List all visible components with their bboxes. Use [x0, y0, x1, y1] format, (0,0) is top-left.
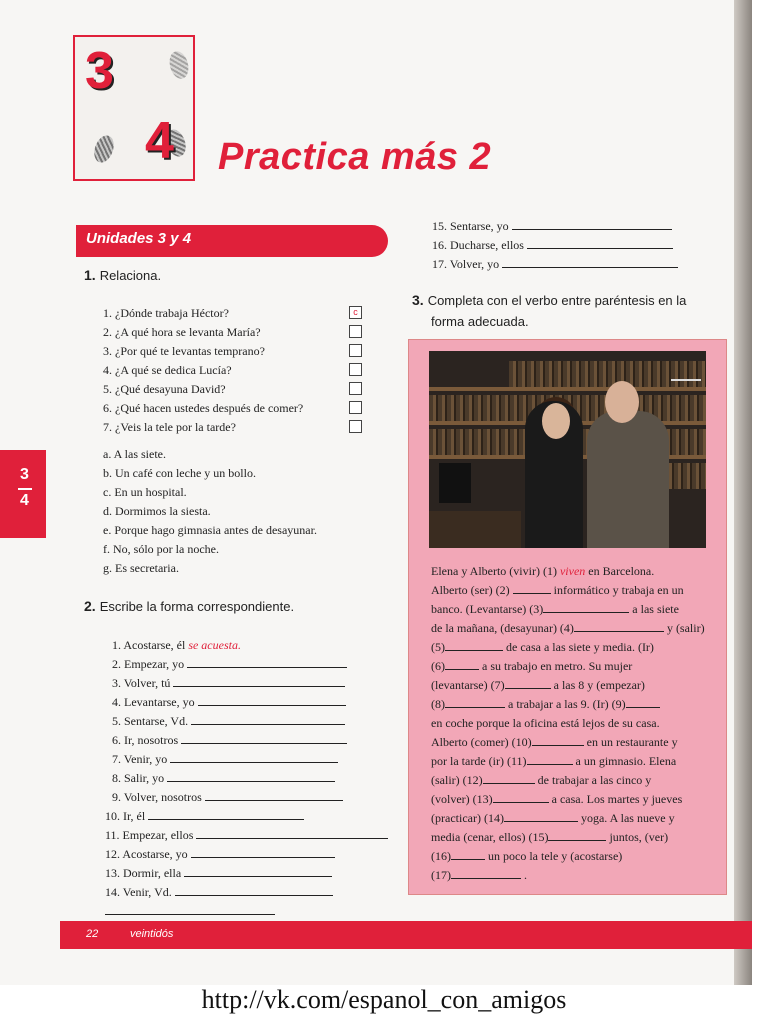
answer-blank[interactable] — [505, 678, 551, 689]
paragraph-line — [431, 619, 705, 638]
answer-blank[interactable] — [543, 602, 629, 613]
text: en un restaurante y — [586, 735, 678, 749]
answer-blank[interactable] — [445, 659, 479, 670]
page-number: 22 — [86, 928, 99, 940]
text: a las 8 y (empezar) — [553, 678, 645, 692]
verb-item — [112, 789, 356, 805]
answer-blank[interactable] — [483, 773, 535, 784]
exercise-2-instruction: Escribe la forma correspondiente. — [99, 599, 295, 614]
answer-blank[interactable] — [191, 847, 335, 858]
desk — [429, 511, 521, 548]
answer-option: b. Un café con leche y un bollo. — [103, 466, 256, 480]
text: de trabajar a las cinco y — [537, 773, 652, 787]
paragraph-line: en coche porque la oficina está lejos de su casa. — [431, 716, 660, 730]
answer-option: g. Es secretaria. — [103, 561, 179, 575]
verb-item-label: 7. Venir, yo — [112, 752, 168, 766]
man-face — [605, 381, 639, 423]
text: Elena y Alberto (vivir) (1) — [431, 564, 557, 578]
photo-couple-library — [429, 351, 706, 548]
question-item: 7. ¿Veis la tele por la tarde? — [103, 420, 236, 434]
exercise-1-number: 1. — [84, 267, 96, 283]
answer-blank[interactable] — [191, 714, 345, 725]
exercise-2-number: 2. — [84, 598, 96, 614]
answer-blank[interactable] — [493, 792, 549, 803]
text: a un gimnasio. Elena — [575, 754, 677, 768]
paragraph-line — [431, 809, 675, 828]
text: informático y trabaja en un — [553, 583, 684, 597]
text: (17) — [431, 868, 451, 882]
answer-blank[interactable] — [548, 830, 606, 841]
answer-box[interactable] — [349, 420, 362, 433]
page-number-word: veintidós — [130, 928, 174, 940]
answer-blank[interactable] — [504, 811, 578, 822]
chapter-number-3: 3 — [85, 42, 114, 100]
text: juntos, (ver) — [609, 830, 669, 844]
paragraph-line — [431, 790, 682, 809]
unit-banner — [76, 225, 388, 257]
side-tab-divider — [18, 488, 32, 490]
verb-item — [105, 903, 356, 919]
side-tab-top: 3 — [20, 466, 29, 483]
computer-monitor — [439, 463, 471, 503]
question-item: 2. ¿A qué hora se levanta María? — [103, 325, 261, 339]
verb-item — [105, 884, 356, 900]
verb-item-label: 4. Levantarse, yo — [112, 695, 195, 709]
verb-item — [112, 675, 356, 691]
answer-box[interactable] — [349, 401, 362, 414]
answer-box[interactable] — [349, 382, 362, 395]
paragraph-line — [431, 581, 684, 600]
exercise-3-title — [412, 292, 686, 308]
answer-blank[interactable] — [527, 238, 673, 249]
answer-box[interactable] — [349, 325, 362, 338]
text: (salir) (12) — [431, 773, 483, 787]
text: por la tarde (ir) (11) — [431, 754, 527, 768]
text: Alberto (comer) (10) — [431, 735, 532, 749]
answer-blank[interactable] — [451, 868, 521, 879]
answer-blank[interactable] — [532, 735, 584, 746]
verb-item-label: 11. Empezar, ellos — [105, 828, 194, 842]
watermark-url: http://vk.com/espanol_con_amigos — [201, 985, 567, 1014]
example-item — [112, 637, 241, 653]
answer-blank[interactable] — [445, 697, 505, 708]
answer-blank[interactable] — [527, 754, 573, 765]
paragraph-line — [431, 828, 668, 847]
answer-blank[interactable] — [167, 771, 335, 782]
question-item: 4. ¿A qué se dedica Lucía? — [103, 363, 232, 377]
exercise-1-title — [84, 267, 161, 283]
verb-item — [105, 827, 356, 843]
answer-option: e. Porque hago gimnasia antes de desayunar. — [103, 523, 317, 537]
verb-item — [112, 694, 356, 710]
example-answer: viven — [559, 564, 586, 578]
answer-option: f. No, sólo por la noche. — [103, 542, 219, 556]
answer-box[interactable]: c — [349, 306, 362, 319]
verb-item-label: 15. Sentarse, yo — [432, 219, 509, 233]
answer-option: d. Dormimos la siesta. — [103, 504, 211, 518]
verb-item — [112, 656, 356, 672]
question-item: 1. ¿Dónde trabaja Héctor? — [103, 306, 229, 320]
verb-item-label: 14. Venir, Vd. — [105, 885, 172, 899]
text: (practicar) (14) — [431, 811, 504, 825]
chapter-number-box — [73, 35, 195, 181]
text: banco. (Levantarse) (3) — [431, 602, 544, 616]
text: (levantarse) (7) — [431, 678, 505, 692]
answer-blank[interactable] — [175, 885, 333, 896]
shelf — [429, 387, 706, 391]
verb-item-label: 2. Empezar, yo — [112, 657, 185, 671]
question-item: 5. ¿Qué desayuna David? — [103, 382, 226, 396]
verb-item — [432, 256, 678, 272]
verb-item-label: 6. Ir, nosotros — [112, 733, 179, 747]
paragraph-line — [431, 752, 676, 771]
verb-item-label: 16. Ducharse, ellos — [432, 238, 524, 252]
text: a trabajar a las 9. (Ir) (9) — [508, 697, 626, 711]
answer-blank[interactable] — [196, 828, 388, 839]
text: (volver) (13) — [431, 792, 493, 806]
verb-item — [105, 808, 356, 824]
paragraph-line — [431, 847, 622, 866]
verb-item-label: 10. Ir, él — [105, 809, 146, 823]
verb-item — [432, 218, 672, 234]
footprint-icon — [167, 49, 192, 81]
man-figure — [587, 411, 669, 548]
question-item: 6. ¿Qué hacen ustedes después de comer? — [103, 401, 304, 415]
exercise-3-box — [408, 339, 727, 895]
chandelier — [671, 365, 701, 381]
exercise-3-instruction-cont: forma adecuada. — [431, 314, 529, 329]
text: a casa. Los martes y jueves — [551, 792, 683, 806]
verb-item-label: 13. Dormir, ella — [105, 866, 182, 880]
answer-blank[interactable] — [184, 866, 332, 877]
text: de la mañana, (desayunar) (4) — [431, 621, 574, 635]
verb-item — [112, 751, 356, 767]
page-title: Practica más 2 — [218, 136, 492, 178]
paragraph-line — [431, 733, 678, 752]
verb-item — [432, 237, 673, 253]
verb-item-label: 8. Salir, yo — [112, 771, 165, 785]
verb-item-label: 9. Volver, nosotros — [112, 790, 202, 804]
verb-item — [105, 865, 356, 881]
paragraph-line — [431, 638, 654, 657]
question-item: 3. ¿Por qué te levantas temprano? — [103, 344, 265, 358]
answer-blank[interactable] — [105, 904, 275, 915]
verb-item-label: 3. Volver, tú — [112, 676, 171, 690]
text: a las siete — [632, 602, 679, 616]
paragraph-line — [431, 600, 679, 619]
text: y (salir) — [666, 621, 705, 635]
book-spine — [734, 0, 752, 985]
text: media (cenar, ellos) (15) — [431, 830, 549, 844]
side-tab-bottom: 4 — [20, 492, 29, 509]
paragraph-line — [431, 657, 632, 676]
paragraph-line — [431, 771, 651, 790]
verb-item — [112, 732, 356, 748]
answer-blank[interactable] — [574, 621, 664, 632]
answer-blank[interactable] — [512, 219, 672, 230]
answer-blank[interactable] — [626, 697, 660, 708]
verb-item-label: 17. Volver, yo — [432, 257, 500, 271]
answer-blank[interactable] — [173, 676, 345, 687]
text: un poco la tele y (acostarse) — [488, 849, 623, 863]
paragraph-line — [431, 676, 645, 695]
example-prefix: 1. Acostarse, él — [112, 638, 186, 652]
answer-blank[interactable] — [445, 640, 503, 651]
exercise-3-instruction: Completa con el verbo entre paréntesis en la — [427, 293, 687, 308]
exercise-3-number: 3. — [412, 292, 424, 308]
verb-item — [112, 770, 356, 786]
answer-blank[interactable] — [187, 657, 347, 668]
text: Alberto (ser) (2) — [431, 583, 510, 597]
answer-blank[interactable] — [451, 849, 485, 860]
chapter-number-4: 4 — [145, 112, 174, 170]
paragraph-line — [431, 866, 527, 885]
example-answer: se acuesta. — [188, 638, 241, 652]
text: (5) — [431, 640, 445, 654]
footprint-icon — [91, 133, 117, 165]
answer-blank[interactable] — [148, 809, 304, 820]
verb-item-label: 5. Sentarse, Vd. — [112, 714, 189, 728]
answer-blank[interactable] — [502, 257, 678, 268]
answer-blank[interactable] — [170, 752, 338, 763]
exercise-2-title — [84, 598, 294, 614]
unit-banner-label: Unidades 3 y 4 — [86, 230, 192, 247]
answer-box[interactable] — [349, 363, 362, 376]
paragraph-line — [431, 562, 654, 581]
verb-item — [105, 846, 356, 862]
text: (16) — [431, 849, 451, 863]
answer-blank[interactable] — [181, 733, 347, 744]
side-unit-tab — [0, 450, 46, 538]
text: de casa a las siete y media. (Ir) — [506, 640, 654, 654]
answer-option: a. A las siete. — [103, 447, 166, 461]
text: a su trabajo en metro. Su mujer — [482, 659, 633, 673]
text: yoga. A las nueve y — [580, 811, 675, 825]
answer-box[interactable] — [349, 344, 362, 357]
verb-item-label: 12. Acostarse, yo — [105, 847, 188, 861]
text: . — [524, 868, 527, 882]
answer-blank[interactable] — [205, 790, 343, 801]
paragraph-line — [431, 695, 660, 714]
woman-face — [542, 403, 570, 439]
text: (8) — [431, 697, 445, 711]
exercise-1-instruction: Relaciona. — [99, 268, 162, 283]
footer-bar — [60, 921, 752, 949]
answer-blank[interactable] — [198, 695, 346, 706]
answer-blank[interactable] — [513, 583, 551, 594]
verb-item — [112, 713, 356, 729]
text: (6) — [431, 659, 445, 673]
text: en Barcelona. — [588, 564, 655, 578]
answer-option: c. En un hospital. — [103, 485, 187, 499]
